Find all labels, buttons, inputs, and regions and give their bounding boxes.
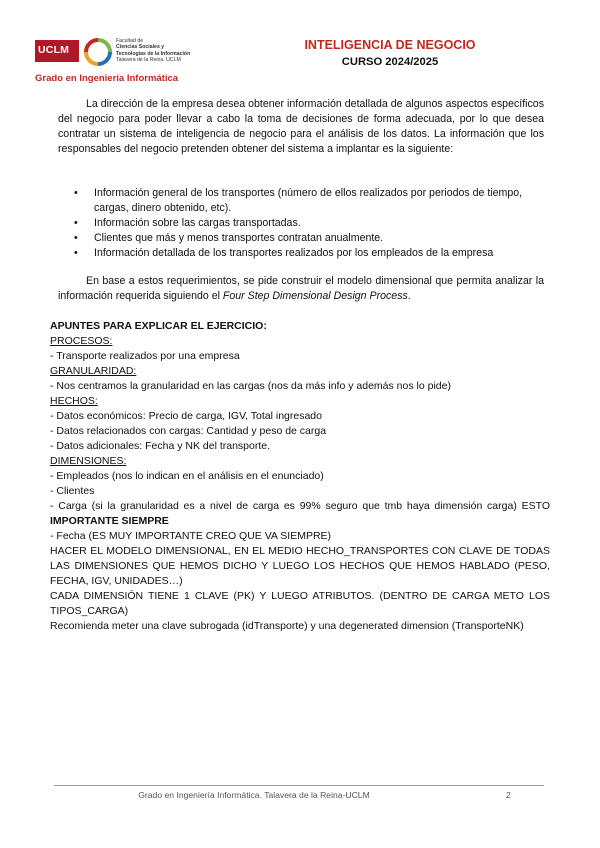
hechos-item: - Datos relacionados con cargas: Cantidad y peso de carga bbox=[50, 425, 327, 437]
procesos-label: PROCESOS: bbox=[50, 335, 113, 347]
granularidad-label: GRANULARIDAD: bbox=[50, 365, 137, 377]
list-item: • Información detallada de los transportes realizados por los empleados de la empresa bbox=[74, 246, 544, 261]
dimension-item: - Carga (si la granularidad es a nivel de carga es 99% seguro que tmb haya dimensión carga) ESTO IMPORTANTE SIEMPRE bbox=[50, 500, 550, 527]
course-year: CURSO 2024/2025 bbox=[341, 56, 439, 68]
intro-paragraph: La dirección de la empresa desea obtener información detallada de algunos aspectos específicos del negocio para poder llevar a cabo la toma de decisiones de forma adecuada, por lo que desea contratar un sistema de inteligencia de negocio para el análisis de los datos. La información que los responsables del negocio pretenden obtener del sistema a implantar es la siguiente: bbox=[58, 98, 544, 155]
requirements-list bbox=[74, 186, 544, 261]
notes-section bbox=[50, 319, 550, 634]
task-paragraph: En base a estos requerimientos, se pide construir el modelo dimensional que permita analizar la información requerida siguiendo el Four Step Dimensional Design Process. bbox=[58, 275, 544, 302]
hechos-label: HECHOS: bbox=[50, 395, 98, 407]
granularidad-text: - Nos centramos la granularidad en las cargas (nos da más info y además nos lo pide) bbox=[50, 380, 451, 392]
notes-heading: APUNTES PARA EXPLICAR EL EJERCICIO: bbox=[50, 320, 267, 332]
document-title: INTELIGENCIA DE NEGOCIO bbox=[304, 38, 476, 52]
list-item: • Información general de los transportes (número de ellos realizados por periodos de tiempo, cargas, dinero obtenido, etc). bbox=[74, 186, 544, 216]
footer-text: Grado en Ingeniería Informática. Talavera de la Reina-UCLM bbox=[138, 790, 370, 800]
faculty-name: Facultad de Ciencias Sociales y Tecnologías de la Información Talavera de la Reina. UCLM bbox=[116, 38, 191, 63]
dimensiones-label: DIMENSIONES: bbox=[50, 455, 127, 467]
recomienda-note: Recomienda meter una clave subrogada (idTransporte) y una degenerated dimension (TransporteNK) bbox=[50, 620, 524, 632]
method-name: Four Step Dimensional Design Process bbox=[222, 290, 408, 302]
dimension-item: - Empleados (nos lo indican en el análisis en el enunciado) bbox=[50, 470, 324, 482]
page-number: 2 bbox=[506, 790, 511, 800]
footer-divider bbox=[54, 785, 544, 786]
procesos-text: - Transporte realizados por una empresa bbox=[50, 350, 240, 362]
degree-label: Grado en Ingeniería Informática bbox=[35, 73, 179, 84]
clave-note: CADA DIMENSIÓN TIENE 1 CLAVE (PK) Y LUEGO ATRIBUTOS. (DENTRO DE CARGA METO LOS TIPOS_CARGA) bbox=[50, 590, 550, 617]
dimension-item: - Fecha (ES MUY IMPORTANTE CREO QUE VA SIEMPRE) bbox=[50, 530, 332, 542]
dimension-item: - Clientes bbox=[50, 485, 95, 497]
hechos-item: - Datos adicionales: Fecha y NK del transporte. bbox=[50, 440, 271, 452]
list-item: • Clientes que más y menos transportes contratan anualmente. bbox=[74, 231, 544, 246]
hechos-item: - Datos económicos: Precio de carga, IGV, Total ingresado bbox=[50, 410, 322, 422]
uclm-logo-text: UCLM bbox=[38, 44, 70, 56]
faculty-emblem-icon bbox=[84, 38, 112, 66]
modelo-note: HACER EL MODELO DIMENSIONAL, EN EL MEDIO HECHO_TRANSPORTES CON CLAVE DE TODAS LAS DIMENSIONES QUE HEMOS DICHO Y LUEGO LOS HECHOS QUE HEMOS HABLADO (PESO, FECHA, IGV, UNIDADES…) bbox=[50, 545, 550, 587]
list-item: • Información sobre las cargas transportadas. bbox=[74, 216, 544, 231]
